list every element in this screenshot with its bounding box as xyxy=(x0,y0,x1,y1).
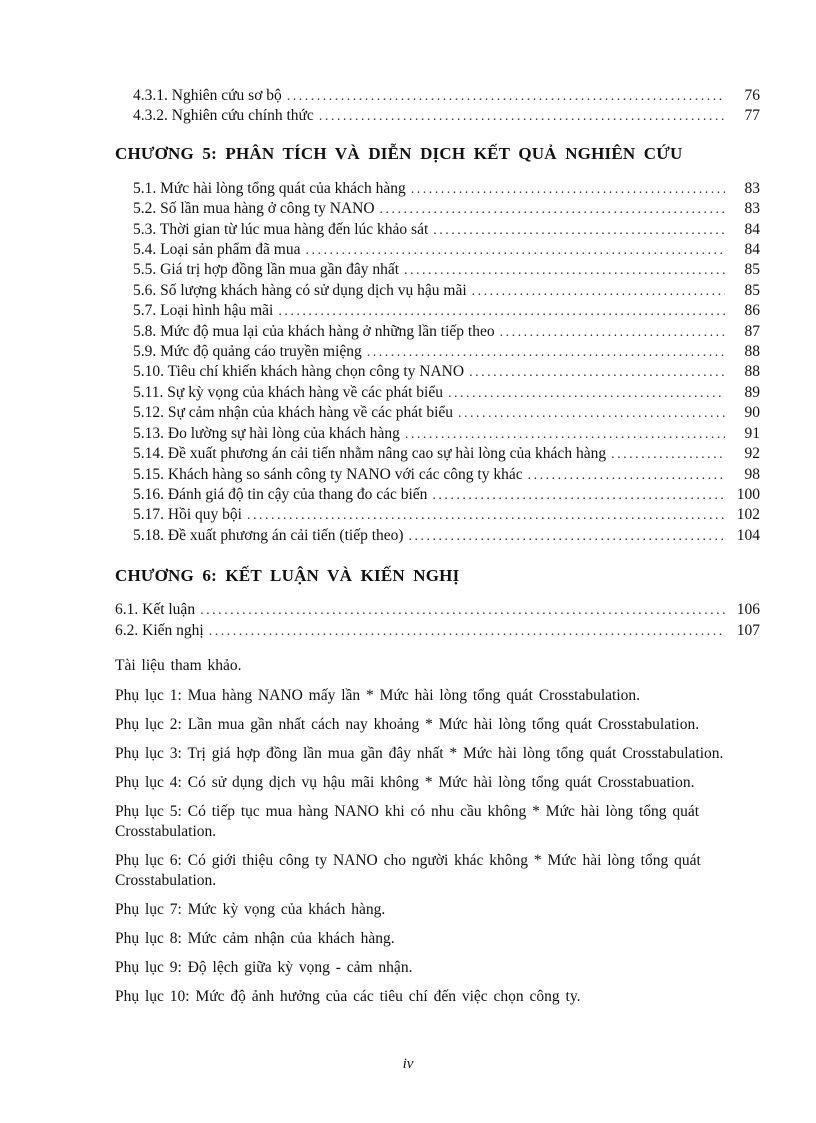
toc-leader-dots xyxy=(433,220,725,240)
toc-entry-label: 5.12. Sự cảm nhận của khách hàng về các phát biểu xyxy=(133,404,454,422)
toc-entry xyxy=(115,86,760,106)
toc-leader-dots xyxy=(200,600,725,620)
toc-entry-label: 5.16. Đánh giá độ tin cậy của thang đo các biến xyxy=(133,485,428,503)
appendix-item-10: Phụ lục 10: Mức độ ảnh hưởng của các tiêu chí đến việc chọn công ty. xyxy=(115,987,581,1005)
toc-entry xyxy=(115,621,760,641)
toc-leader-dots xyxy=(448,383,725,403)
toc-page-number: 106 xyxy=(736,601,760,619)
toc-entry xyxy=(115,465,760,485)
toc-leader-dots xyxy=(247,505,725,525)
toc-page-number: 85 xyxy=(744,261,760,279)
toc-entry-label: 5.4. Loại sản phẩm đã mua xyxy=(133,241,301,259)
toc-leader-dots xyxy=(367,342,725,362)
toc-entry-label: 5.8. Mức độ mua lại của khách hàng ở những lần tiếp theo xyxy=(133,322,495,340)
toc-leader-dots xyxy=(472,281,725,301)
page-footer-roman-numeral: iv xyxy=(402,1056,414,1072)
toc-page-number: 84 xyxy=(744,241,760,259)
toc-page-number: 83 xyxy=(744,179,760,197)
toc-page-number: 91 xyxy=(744,424,760,442)
toc-leader-dots xyxy=(278,301,725,321)
toc-leader-dots xyxy=(528,465,725,485)
toc-leader-dots xyxy=(458,403,725,423)
toc-leader-dots xyxy=(380,199,725,219)
toc-page-number: 89 xyxy=(744,383,760,401)
toc-page-number: 77 xyxy=(744,107,760,125)
toc-entry xyxy=(115,342,760,362)
toc-entry-label: 4.3.2. Nghiên cứu chính thức xyxy=(133,107,314,125)
toc-entry xyxy=(115,444,760,464)
toc-entry-label: 6.2. Kiến nghị xyxy=(115,621,204,639)
toc-entry xyxy=(115,281,760,301)
toc-entry-label: 5.10. Tiêu chí khiến khách hàng chọn công ty NANO xyxy=(133,363,465,381)
toc-page-number: 92 xyxy=(744,445,760,463)
toc-entry-label: 5.1. Mức hài lòng tổng quát của khách hàng xyxy=(133,179,406,197)
appendix-item-8: Phụ lục 8: Mức cảm nhận của khách hàng. xyxy=(115,929,395,947)
toc-entry xyxy=(115,403,760,423)
references-text: Tài liệu tham khảo. xyxy=(115,656,242,674)
chapter-6-heading: CHƯƠNG 6: KẾT LUẬN VÀ KIẾN NGHỊ xyxy=(115,566,460,586)
toc-entry xyxy=(115,362,760,382)
toc-leader-dots xyxy=(411,179,725,199)
toc-entry-label: 4.3.1. Nghiên cứu sơ bộ xyxy=(133,87,282,104)
toc-page-number: 83 xyxy=(744,200,760,218)
toc-entry xyxy=(115,424,760,444)
toc-entry xyxy=(115,240,760,260)
toc-entry xyxy=(115,600,760,620)
toc-page-number: 104 xyxy=(736,526,760,544)
toc-leader-dots xyxy=(209,621,725,641)
appendix-item-3: Phụ lục 3: Trị giá hợp đồng lần mua gần đây nhất * Mức hài lòng tổng quát Crosstabulation. xyxy=(115,744,724,762)
toc-page-number: 107 xyxy=(736,621,760,639)
toc-entry xyxy=(115,383,760,403)
toc-entry xyxy=(115,322,760,342)
toc-page-number: 100 xyxy=(736,485,760,503)
toc-entry-label: 5.2. Số lần mua hàng ở công ty NANO xyxy=(133,200,375,218)
toc-entry-label: 5.9. Mức độ quảng cáo truyền miệng xyxy=(133,343,362,361)
toc-entry-label: 5.17. Hồi quy bội xyxy=(133,506,242,524)
toc-page-number: 84 xyxy=(744,220,760,238)
toc-page-number: 86 xyxy=(744,302,760,320)
appendix-item-2: Phụ lục 2: Lần mua gần nhất cách nay khoảng * Mức hài lòng tổng quát Crosstabulation. xyxy=(115,715,700,733)
toc-leader-dots xyxy=(432,485,725,505)
toc-entry-label: 5.14. Đề xuất phương án cải tiến nhằm nâng cao sự hài lòng của khách hàng xyxy=(133,445,607,463)
toc-entry xyxy=(115,106,760,126)
toc-entry xyxy=(115,199,760,219)
appendix-item-1: Phụ lục 1: Mua hàng NANO mấy lần * Mức hài lòng tổng quát Crosstabulation. xyxy=(115,686,641,704)
toc-page-number: 88 xyxy=(744,343,760,361)
appendix-item-9: Phụ lục 9: Độ lệch giữa kỳ vọng - cảm nhận. xyxy=(115,958,413,976)
toc-entry-label: 5.3. Thời gian từ lúc mua hàng đến lúc khảo sát xyxy=(133,220,429,238)
toc-entry xyxy=(115,505,760,525)
toc-page-number: 102 xyxy=(736,506,760,524)
toc-entry-label: 5.15. Khách hàng so sánh công ty NANO với các công ty khác xyxy=(133,465,523,483)
toc-page-number: 98 xyxy=(744,465,760,483)
toc-page-number: 87 xyxy=(744,322,760,340)
toc-leader-dots xyxy=(409,526,725,546)
toc-page-number: 85 xyxy=(744,281,760,299)
toc-leader-dots xyxy=(611,444,725,464)
toc-entry xyxy=(115,301,760,321)
toc-leader-dots xyxy=(404,260,725,280)
toc-page-number: 88 xyxy=(744,363,760,381)
toc-entry-label: 5.5. Giá trị hợp đồng lần mua gần đây nhất xyxy=(133,261,400,279)
chapter-5-heading: CHƯƠNG 5: PHÂN TÍCH VÀ DIỄN DỊCH KẾT QUẢ NGHIÊN CỨU xyxy=(115,143,683,163)
toc-entry xyxy=(115,526,760,546)
toc-entry xyxy=(115,179,760,199)
toc-leader-dots xyxy=(405,424,725,444)
toc-leader-dots xyxy=(500,322,725,342)
toc-leader-dots xyxy=(469,362,725,382)
toc-page-number: 90 xyxy=(744,404,760,422)
toc-entry xyxy=(115,260,760,280)
toc-entry-label: 5.6. Số lượng khách hàng có sử dụng dịch vụ hậu mãi xyxy=(133,281,467,299)
toc-leader-dots xyxy=(287,86,725,106)
toc-entry-label: 5.7. Loại hình hậu mãi xyxy=(133,302,274,320)
toc-leader-dots xyxy=(319,106,725,126)
appendix-item-4: Phụ lục 4: Có sử dụng dịch vụ hậu mãi không * Mức hài lòng tổng quát Crosstabuation. xyxy=(115,773,695,791)
toc-entry-label: 5.11. Sự kỳ vọng của khách hàng về các phát biểu xyxy=(133,383,443,401)
toc-page-number: 76 xyxy=(744,87,760,104)
toc-entry xyxy=(115,220,760,240)
appendix-item-6: Phụ lục 6: Có giới thiệu công ty NANO cho người khác không * Mức hài lòng tổng quát Crosstabulation. xyxy=(115,851,701,889)
toc-entry xyxy=(115,485,760,505)
toc-entry-label: 5.18. Đề xuất phương án cải tiến (tiếp theo) xyxy=(133,526,404,544)
appendix-item-7: Phụ lục 7: Mức kỳ vọng của khách hàng. xyxy=(115,900,386,918)
toc-entry-label: 6.1. Kết luận xyxy=(115,601,196,619)
appendix-item-5: Phụ lục 5: Có tiếp tục mua hàng NANO khi có nhu cầu không * Mức hài lòng tổng quát Crosstabulation. xyxy=(115,802,700,840)
toc-leader-dots xyxy=(305,240,725,260)
toc-entry-label: 5.13. Đo lường sự hài lòng của khách hàng xyxy=(133,424,400,442)
